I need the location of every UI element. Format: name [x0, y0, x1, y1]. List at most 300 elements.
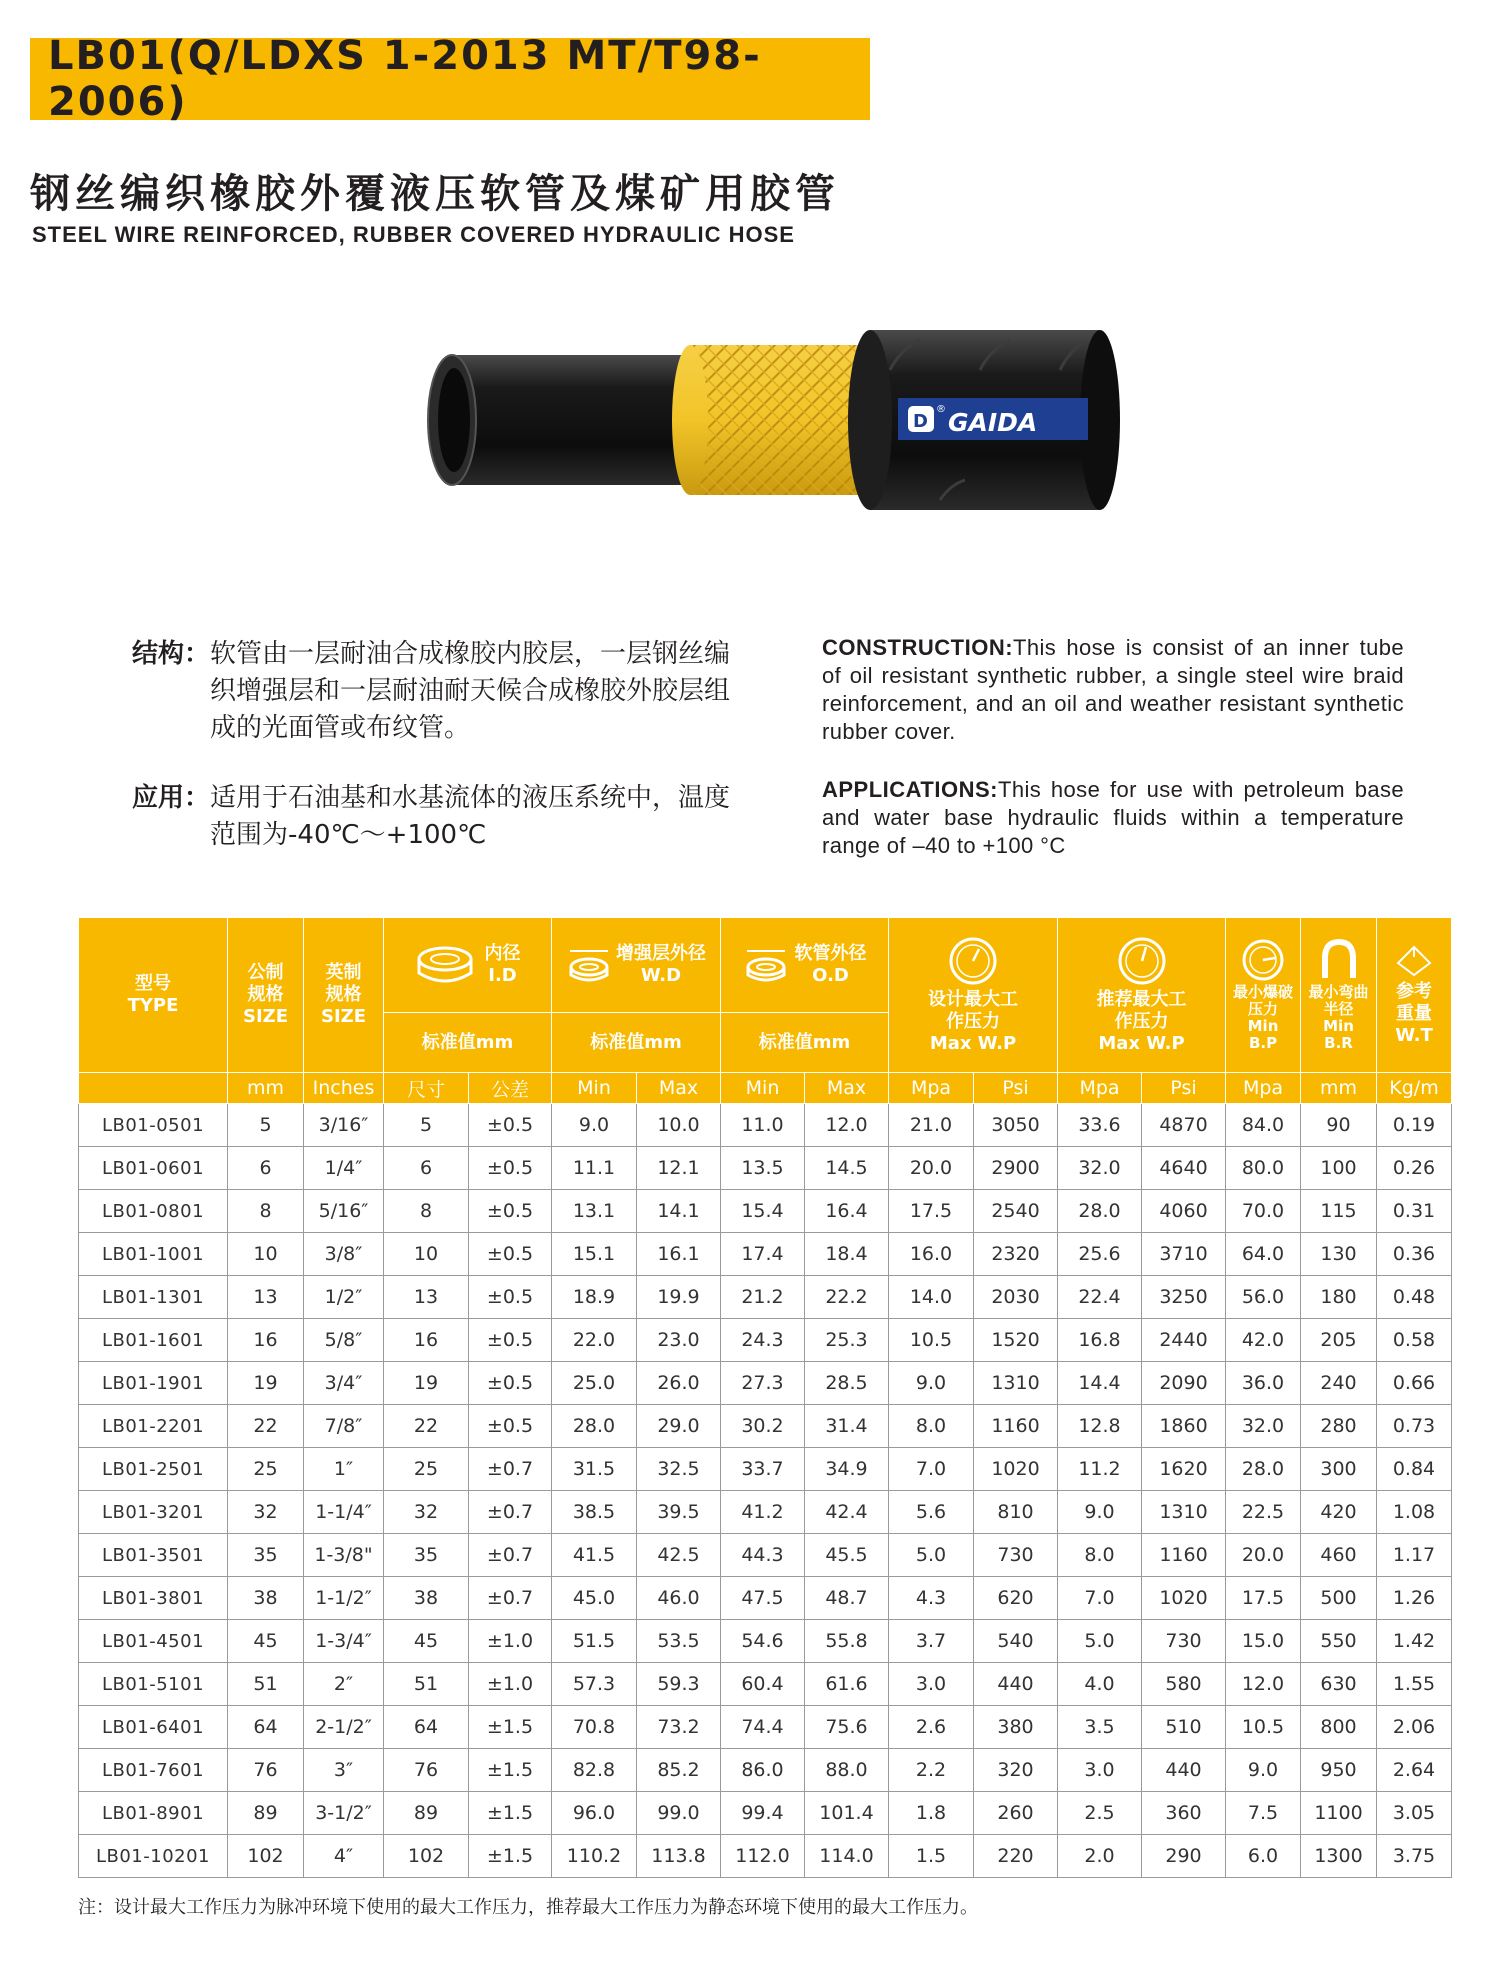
table-cell: 45: [228, 1620, 304, 1663]
table-cell: 99.0: [637, 1792, 721, 1835]
table-cell: 0.26: [1377, 1147, 1452, 1190]
pressure-gauge-icon: [947, 935, 999, 987]
cell-type: LB01-7601: [79, 1749, 228, 1792]
table-cell: 59.3: [637, 1663, 721, 1706]
header-bend-cn: 最小弯曲半径: [1308, 983, 1369, 1018]
table-cell: 7.5: [1226, 1792, 1301, 1835]
table-cell: 550: [1301, 1620, 1377, 1663]
table-cell: 28.0: [1226, 1448, 1301, 1491]
construction-cn: [132, 636, 730, 747]
header-bend-radius: [1301, 918, 1377, 1073]
svg-text:D: D: [913, 411, 928, 432]
table-cell: 205: [1301, 1319, 1377, 1362]
table-cell: 5: [228, 1104, 304, 1147]
construction-text-en: This hose is consist of an inner tube of oil resistant synthetic rubber, a single steel wire braid reinforcement, and an oil and weather resistant synthetic rubber cover.: [822, 635, 1404, 744]
table-cell: 47.5: [721, 1577, 805, 1620]
table-cell: 1860: [1142, 1405, 1226, 1448]
table-cell: 7.0: [889, 1448, 974, 1491]
unit-cell: Mpa: [889, 1073, 974, 1104]
burst-gauge-icon: [1241, 938, 1285, 982]
table-cell: 8.0: [889, 1405, 974, 1448]
table-cell: 75.6: [805, 1706, 889, 1749]
table-cell: 3/16″: [304, 1104, 384, 1147]
table-cell: 76: [228, 1749, 304, 1792]
table-cell: 2900: [974, 1147, 1058, 1190]
cell-type: LB01-8901: [79, 1792, 228, 1835]
table-cell: 64: [384, 1706, 469, 1749]
header-inch-en: SIZE: [320, 1006, 366, 1027]
table-cell: 0.58: [1377, 1319, 1452, 1362]
table-row: [79, 1663, 1452, 1706]
table-cell: 2″: [304, 1663, 384, 1706]
table-cell: 38: [384, 1577, 469, 1620]
table-cell: 46.0: [637, 1577, 721, 1620]
table-cell: 1160: [1142, 1534, 1226, 1577]
table-cell: ±0.7: [469, 1448, 552, 1491]
table-cell: 18.4: [805, 1233, 889, 1276]
table-cell: 31.5: [552, 1448, 637, 1491]
table-cell: 4.3: [889, 1577, 974, 1620]
table-cell: 17.5: [889, 1190, 974, 1233]
table-cell: 1160: [974, 1405, 1058, 1448]
unit-cell: Psi: [1142, 1073, 1226, 1104]
table-cell: 8: [384, 1190, 469, 1233]
table-cell: 54.6: [721, 1620, 805, 1663]
table-cell: 500: [1301, 1577, 1377, 1620]
table-cell: 25: [228, 1448, 304, 1491]
header-type-en: TYPE: [127, 995, 179, 1016]
hose-product-image: [420, 300, 1120, 560]
table-cell: 0.66: [1377, 1362, 1452, 1405]
table-cell: 440: [1142, 1749, 1226, 1792]
table-cell: 45: [384, 1620, 469, 1663]
cell-type: LB01-1601: [79, 1319, 228, 1362]
table-cell: 9.0: [552, 1104, 637, 1147]
table-cell: 11.1: [552, 1147, 637, 1190]
table-cell: 1″: [304, 1448, 384, 1491]
unit-cell: 尺寸: [384, 1073, 469, 1104]
table-row: [79, 1405, 1452, 1448]
table-cell: 14.5: [805, 1147, 889, 1190]
pressure-gauge-icon: [1116, 935, 1168, 987]
table-cell: ±1.5: [469, 1749, 552, 1792]
table-cell: 112.0: [721, 1835, 805, 1878]
applications-en: [822, 776, 1404, 860]
table-cell: 32: [384, 1491, 469, 1534]
table-cell: 7.0: [1058, 1577, 1142, 1620]
table-cell: 10: [228, 1233, 304, 1276]
table-cell: 10: [384, 1233, 469, 1276]
table-row: [79, 1792, 1452, 1835]
table-row: [79, 1147, 1452, 1190]
table-cell: 290: [1142, 1835, 1226, 1878]
table-cell: 60.4: [721, 1663, 805, 1706]
reinforcement-diameter-icon: [566, 945, 612, 985]
table-row: [79, 1319, 1452, 1362]
standard-banner: [30, 33, 870, 125]
table-cell: 3710: [1142, 1233, 1226, 1276]
table-cell: 3.0: [889, 1663, 974, 1706]
construction-text-cn: 软管由一层耐油合成橡胶内胶层，一层钢丝编织增强层和一层耐油耐天候合成橡胶外胶层组成的光面管或布纹管。: [210, 639, 731, 743]
table-cell: ±1.0: [469, 1663, 552, 1706]
table-cell: 1.08: [1377, 1491, 1452, 1534]
cell-type: LB01-0801: [79, 1190, 228, 1233]
table-row: [79, 1534, 1452, 1577]
header-weight-en: W.T: [1395, 1025, 1433, 1046]
table-cell: 14.4: [1058, 1362, 1142, 1405]
header-bend-en: Min B.R: [1323, 1017, 1354, 1052]
table-cell: 45.0: [552, 1577, 637, 1620]
table-cell: 25: [384, 1448, 469, 1491]
table-cell: 19: [384, 1362, 469, 1405]
table-cell: 4″: [304, 1835, 384, 1878]
table-cell: 64: [228, 1706, 304, 1749]
unit-cell: 公差: [469, 1073, 552, 1104]
table-cell: 8.0: [1058, 1534, 1142, 1577]
table-cell: 4.0: [1058, 1663, 1142, 1706]
table-cell: 42.0: [1226, 1319, 1301, 1362]
header-od-en: O.D: [812, 965, 849, 986]
table-cell: 3/8″: [304, 1233, 384, 1276]
header-type: [79, 918, 228, 1073]
table-cell: 730: [974, 1534, 1058, 1577]
table-cell: 12.0: [1226, 1663, 1301, 1706]
table-cell: 420: [1301, 1491, 1377, 1534]
cell-type: LB01-2501: [79, 1448, 228, 1491]
cell-type: LB01-1001: [79, 1233, 228, 1276]
table-cell: ±0.5: [469, 1362, 552, 1405]
header-id-en: I.D: [488, 965, 517, 986]
table-cell: 9.0: [889, 1362, 974, 1405]
table-cell: 6: [228, 1147, 304, 1190]
table-cell: 74.4: [721, 1706, 805, 1749]
table-cell: 57.3: [552, 1663, 637, 1706]
table-cell: 1300: [1301, 1835, 1377, 1878]
table-cell: 2320: [974, 1233, 1058, 1276]
header-inch-cn: 英制规格: [325, 962, 362, 1005]
header-wd: [552, 918, 721, 1013]
applications-label-en: APPLICATIONS:: [822, 777, 998, 802]
cell-type: LB01-10201: [79, 1835, 228, 1878]
table-cell: 3-1/2″: [304, 1792, 384, 1835]
header-od-cn: 软管外径: [794, 943, 867, 964]
table-cell: 16: [384, 1319, 469, 1362]
table-cell: 1310: [974, 1362, 1058, 1405]
table-cell: 1-1/4″: [304, 1491, 384, 1534]
cell-type: LB01-1301: [79, 1276, 228, 1319]
table-cell: 260: [974, 1792, 1058, 1835]
table-cell: 32.0: [1058, 1147, 1142, 1190]
table-cell: 1310: [1142, 1491, 1226, 1534]
table-cell: 42.4: [805, 1491, 889, 1534]
cell-type: LB01-0501: [79, 1104, 228, 1147]
unit-cell: Inches: [304, 1073, 384, 1104]
unit-cell: Max: [637, 1073, 721, 1104]
table-cell: 82.8: [552, 1749, 637, 1792]
table-cell: 86.0: [721, 1749, 805, 1792]
table-cell: 1-3/8": [304, 1534, 384, 1577]
table-cell: 17.4: [721, 1233, 805, 1276]
table-cell: 16.4: [805, 1190, 889, 1233]
cell-type: LB01-2201: [79, 1405, 228, 1448]
table-cell: 1020: [1142, 1577, 1226, 1620]
table-cell: ±1.0: [469, 1620, 552, 1663]
table-cell: 0.48: [1377, 1276, 1452, 1319]
table-cell: 1/2″: [304, 1276, 384, 1319]
header-id: [384, 918, 552, 1013]
table-cell: 2.2: [889, 1749, 974, 1792]
table-cell: 540: [974, 1620, 1058, 1663]
table-cell: 3/4″: [304, 1362, 384, 1405]
table-cell: 25.6: [1058, 1233, 1142, 1276]
table-cell: 2-1/2″: [304, 1706, 384, 1749]
table-cell: 39.5: [637, 1491, 721, 1534]
table-row: [79, 1233, 1452, 1276]
header-design-wp: [889, 918, 1058, 1073]
table-cell: 12.1: [637, 1147, 721, 1190]
table-cell: 2090: [1142, 1362, 1226, 1405]
table-cell: 36.0: [1226, 1362, 1301, 1405]
unit-cell: Min: [552, 1073, 637, 1104]
table-cell: 12.0: [805, 1104, 889, 1147]
cell-type: LB01-6401: [79, 1706, 228, 1749]
bend-radius-icon: [1317, 938, 1361, 982]
table-cell: 7/8″: [304, 1405, 384, 1448]
table-cell: 22.2: [805, 1276, 889, 1319]
table-cell: 24.3: [721, 1319, 805, 1362]
table-cell: 240: [1301, 1362, 1377, 1405]
unit-cell: Psi: [974, 1073, 1058, 1104]
table-cell: 2030: [974, 1276, 1058, 1319]
table-cell: 5/8″: [304, 1319, 384, 1362]
table-cell: 96.0: [552, 1792, 637, 1835]
table-cell: 280: [1301, 1405, 1377, 1448]
table-cell: 3250: [1142, 1276, 1226, 1319]
table-cell: 320: [974, 1749, 1058, 1792]
table-row: [79, 1491, 1452, 1534]
table-cell: 5.0: [889, 1534, 974, 1577]
table-cell: 20.0: [889, 1147, 974, 1190]
header-type-cn: 型号: [135, 973, 171, 994]
table-cell: 115: [1301, 1190, 1377, 1233]
table-cell: 22.0: [552, 1319, 637, 1362]
table-cell: 3.7: [889, 1620, 974, 1663]
cell-type: LB01-3201: [79, 1491, 228, 1534]
table-cell: 89: [228, 1792, 304, 1835]
applications-cn: [132, 780, 730, 854]
table-cell: 56.0: [1226, 1276, 1301, 1319]
brand-logo-icon: [908, 406, 934, 432]
table-cell: 11.0: [721, 1104, 805, 1147]
table-cell: 10.0: [637, 1104, 721, 1147]
table-cell: 33.6: [1058, 1104, 1142, 1147]
header-wd-en: W.D: [640, 965, 682, 986]
table-cell: 113.8: [637, 1835, 721, 1878]
table-cell: ±1.5: [469, 1706, 552, 1749]
header-burst-cn: 最小爆破压力: [1233, 983, 1294, 1018]
table-cell: ±0.5: [469, 1233, 552, 1276]
table-cell: 73.2: [637, 1706, 721, 1749]
table-cell: 220: [974, 1835, 1058, 1878]
table-cell: 64.0: [1226, 1233, 1301, 1276]
cell-type: LB01-4501: [79, 1620, 228, 1663]
spec-table-body: [79, 1104, 1452, 1878]
table-cell: 2.0: [1058, 1835, 1142, 1878]
table-cell: 800: [1301, 1706, 1377, 1749]
table-cell: 100: [1301, 1147, 1377, 1190]
footnote: 注：设计最大工作压力为脉冲环境下使用的最大工作压力，推荐最大工作压力为静态环境下使用的最大工作压力。: [78, 1897, 978, 1918]
table-cell: 25.3: [805, 1319, 889, 1362]
table-cell: 21.2: [721, 1276, 805, 1319]
table-cell: ±0.5: [469, 1104, 552, 1147]
table-cell: 13.5: [721, 1147, 805, 1190]
table-row: [79, 1362, 1452, 1405]
table-row: [79, 1835, 1452, 1878]
brand-registered-mark: ®: [936, 404, 946, 415]
table-cell: 730: [1142, 1620, 1226, 1663]
table-cell: 6.0: [1226, 1835, 1301, 1878]
table-cell: 510: [1142, 1706, 1226, 1749]
table-cell: 15.0: [1226, 1620, 1301, 1663]
header-burst-pressure: [1226, 918, 1301, 1073]
table-cell: 2.5: [1058, 1792, 1142, 1835]
cell-type: LB01-1901: [79, 1362, 228, 1405]
table-cell: 15.1: [552, 1233, 637, 1276]
product-title-en: STEEL WIRE REINFORCED, RUBBER COVERED HYDRAULIC HOSE: [32, 222, 795, 247]
header-size-cn: 公制规格: [247, 962, 284, 1005]
table-cell: 2.6: [889, 1706, 974, 1749]
table-cell: 28.0: [1058, 1190, 1142, 1233]
header-weight-cn: 参考重量: [1396, 981, 1432, 1024]
unit-cell: Max: [805, 1073, 889, 1104]
unit-cell: Min: [721, 1073, 805, 1104]
table-cell: ±0.5: [469, 1190, 552, 1233]
table-cell: 80.0: [1226, 1147, 1301, 1190]
unit-cell-type: [79, 1073, 228, 1104]
table-cell: 810: [974, 1491, 1058, 1534]
table-cell: 1620: [1142, 1448, 1226, 1491]
table-cell: 5.6: [889, 1491, 974, 1534]
table-cell: 45.5: [805, 1534, 889, 1577]
table-cell: 19.9: [637, 1276, 721, 1319]
table-cell: 76: [384, 1749, 469, 1792]
table-cell: 38.5: [552, 1491, 637, 1534]
table-cell: 48.7: [805, 1577, 889, 1620]
construction-label-cn: 结构：: [132, 639, 211, 669]
table-cell: 5/16″: [304, 1190, 384, 1233]
table-cell: 13: [384, 1276, 469, 1319]
table-row: [79, 1448, 1452, 1491]
table-cell: 9.0: [1226, 1749, 1301, 1792]
table-cell: 2.06: [1377, 1706, 1452, 1749]
table-cell: 0.73: [1377, 1405, 1452, 1448]
table-cell: 180: [1301, 1276, 1377, 1319]
header-od: [721, 918, 889, 1013]
table-row: [79, 1706, 1452, 1749]
table-cell: 1.5: [889, 1835, 974, 1878]
table-cell: 89: [384, 1792, 469, 1835]
header-size: [228, 918, 304, 1073]
cell-type: LB01-3801: [79, 1577, 228, 1620]
table-cell: 13: [228, 1276, 304, 1319]
table-cell: 22: [384, 1405, 469, 1448]
table-cell: 14.0: [889, 1276, 974, 1319]
table-cell: 580: [1142, 1663, 1226, 1706]
table-cell: 3.05: [1377, 1792, 1452, 1835]
table-cell: 0.31: [1377, 1190, 1452, 1233]
table-cell: 32.0: [1226, 1405, 1301, 1448]
table-cell: 1-1/2″: [304, 1577, 384, 1620]
table-cell: 630: [1301, 1663, 1377, 1706]
table-cell: 28.0: [552, 1405, 637, 1448]
cell-type: LB01-3501: [79, 1534, 228, 1577]
header-id-cn: 内径: [484, 943, 521, 964]
applications-text-en: This hose for use with petroleum base and water base hydraulic fluids within a temperature range of –40 to +100 °C: [822, 777, 1404, 858]
unit-cell: Mpa: [1226, 1073, 1301, 1104]
table-cell: 18.9: [552, 1276, 637, 1319]
table-cell: 28.5: [805, 1362, 889, 1405]
header-recommended-wp-en: Max W.P: [1098, 1033, 1185, 1054]
table-cell: 4060: [1142, 1190, 1226, 1233]
table-cell: 3″: [304, 1749, 384, 1792]
table-cell: 950: [1301, 1749, 1377, 1792]
table-cell: 3.0: [1058, 1749, 1142, 1792]
table-cell: 10.5: [889, 1319, 974, 1362]
table-row: [79, 1104, 1452, 1147]
table-cell: 29.0: [637, 1405, 721, 1448]
table-cell: 380: [974, 1706, 1058, 1749]
construction-en: [822, 634, 1404, 746]
table-cell: ±0.7: [469, 1577, 552, 1620]
table-cell: 19: [228, 1362, 304, 1405]
table-cell: 11.2: [1058, 1448, 1142, 1491]
header-size-en: SIZE: [242, 1006, 288, 1027]
table-cell: ±0.5: [469, 1276, 552, 1319]
table-cell: 130: [1301, 1233, 1377, 1276]
table-cell: ±0.5: [469, 1147, 552, 1190]
table-cell: 27.3: [721, 1362, 805, 1405]
cell-type: LB01-5101: [79, 1663, 228, 1706]
table-cell: 102: [228, 1835, 304, 1878]
table-cell: 13.1: [552, 1190, 637, 1233]
table-cell: 34.9: [805, 1448, 889, 1491]
table-cell: 110.2: [552, 1835, 637, 1878]
table-cell: 2440: [1142, 1319, 1226, 1362]
table-cell: 1.8: [889, 1792, 974, 1835]
table-cell: ±0.7: [469, 1534, 552, 1577]
table-cell: 3.75: [1377, 1835, 1452, 1878]
table-cell: 15.4: [721, 1190, 805, 1233]
table-cell: 21.0: [889, 1104, 974, 1147]
table-cell: 17.5: [1226, 1577, 1301, 1620]
table-cell: 3.5: [1058, 1706, 1142, 1749]
spec-table: [78, 917, 1452, 1878]
table-cell: 0.84: [1377, 1448, 1452, 1491]
header-id-standard: 标准值mm: [384, 1013, 552, 1073]
table-cell: 90: [1301, 1104, 1377, 1147]
table-cell: 70.8: [552, 1706, 637, 1749]
table-cell: 1020: [974, 1448, 1058, 1491]
header-design-wp-cn: 设计最大工作压力: [928, 989, 1018, 1032]
table-cell: 32.5: [637, 1448, 721, 1491]
table-cell: 22.5: [1226, 1491, 1301, 1534]
table-cell: 22.4: [1058, 1276, 1142, 1319]
table-cell: 101.4: [805, 1792, 889, 1835]
header-inch-size: [304, 918, 384, 1073]
unit-cell: Mpa: [1058, 1073, 1142, 1104]
table-cell: 16: [228, 1319, 304, 1362]
table-cell: 25.0: [552, 1362, 637, 1405]
